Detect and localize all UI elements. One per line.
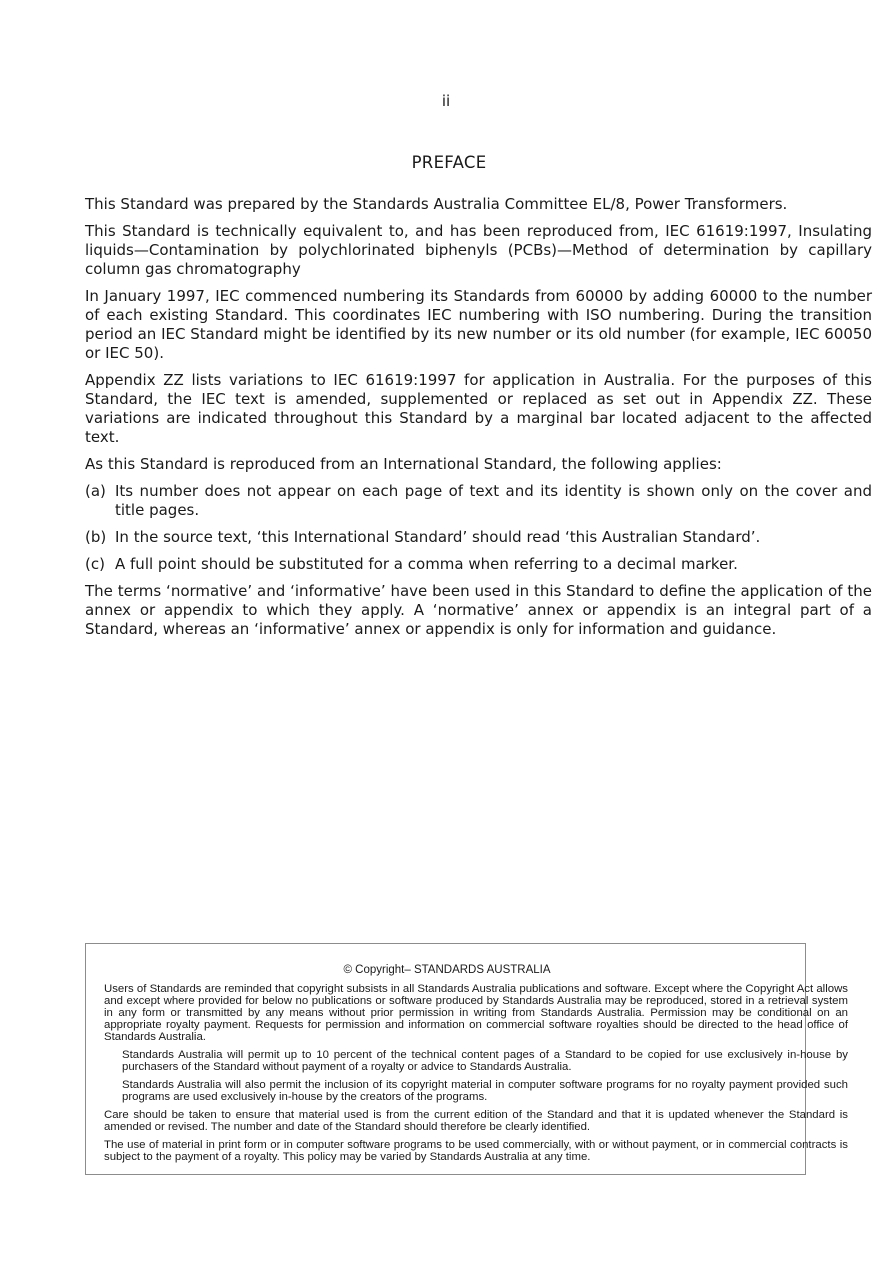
preface-body	[85, 195, 872, 647]
copyright-paragraph: Standards Australia will also permit the inclusion of its copyright material in computer software programs for no royalty payment provided such programs are used exclusively in-house by the creators of the programs.	[122, 1079, 848, 1103]
preface-paragraph-variations: Appendix ZZ lists variations to IEC 61619:1997 for application in Australia. For the purposes of this Standard, the IEC text is amended, supplemented or replaced as set out in Appendix ZZ. These variations are indicated throughout this Standard by a marginal bar located adjacent to the affected text.	[85, 371, 872, 446]
preface-paragraph-terms: The terms ‘normative’ and ‘informative’ have been used in this Standard to define the application of the annex or appendix to which they apply. A ‘normative’ annex or appendix is an integral part of a Standard, whereas an ‘informative’ annex or appendix is only for information and guidance.	[85, 582, 872, 638]
preface-paragraph-committee: This Standard was prepared by the Standards Australia Committee EL/8, Power Transformers.	[85, 195, 788, 213]
list-item-text: Its number does not appear on each page of text and its identity is shown only on the cover and title pages.	[115, 482, 872, 519]
list-item	[85, 482, 872, 520]
copyright-paragraph: Users of Standards are reminded that copyright subsists in all Standards Australia publications and software. Except where the Copyright Act allows and except where provided for below no publications or software produced by Standards Australia may be reproduced, stored in a retrieval system in any form or transmitted by any means without prior permission in writing from Standards Australia. Permission may be conditional on an appropriate royalty payment. Requests for permission and information on commercial software royalties should be directed to the head office of Standards Australia.	[104, 983, 848, 1043]
preface-paragraph-equivalence: This Standard is technically equivalent to, and has been reproduced from, IEC 61619:1997, Insulating liquids—Contamination by polychlorinated biphenyls (PCBs)—Method of determination by capillary column gas chromatography	[85, 222, 872, 278]
preface-heading: PREFACE	[411, 153, 487, 172]
list-item-marker: (a)	[85, 482, 106, 500]
page-number: ii	[441, 92, 451, 110]
list-item	[85, 555, 872, 574]
copyright-paragraph: Standards Australia will permit up to 10 percent of the technical content pages of a Standard to be copied for use exclusively in-house by purchasers of the Standard without payment of a royalty or advice to Standards Australia.	[122, 1049, 848, 1073]
copyright-paragraph: The use of material in print form or in computer software programs to be used commercially, with or without payment, or in commercial contracts is subject to the payment of a royalty. This policy may be varied by Standards Australia at any time.	[104, 1139, 848, 1163]
copyright-paragraph: Care should be taken to ensure that material used is from the current edition of the Standard and that it is updated whenever the Standard is amended or revised. The number and date of the Standard should therefore be clearly identified.	[104, 1109, 848, 1133]
list-item-marker: (b)	[85, 528, 107, 546]
list-item-text: A full point should be substituted for a comma when referring to a decimal marker.	[115, 555, 738, 573]
preface-paragraph-applies: As this Standard is reproduced from an International Standard, the following applies:	[85, 455, 722, 473]
list-item	[85, 528, 872, 547]
list-item-text: In the source text, ‘this International Standard’ should read ‘this Australian Standard’.	[115, 528, 761, 546]
copyright-body	[104, 983, 848, 1169]
copyright-title: © Copyright– STANDARDS AUSTRALIA	[343, 964, 551, 976]
list-item-marker: (c)	[85, 555, 105, 573]
preface-paragraph-numbering: In January 1997, IEC commenced numbering its Standards from 60000 by adding 60000 to the number of each existing Standard. This coordinates IEC numbering with ISO numbering. During the transition period an IEC Standard might be identified by its new number or its old number (for example, IEC 60050 or IEC 50).	[85, 287, 872, 362]
copyright-notice-box	[85, 943, 848, 1175]
